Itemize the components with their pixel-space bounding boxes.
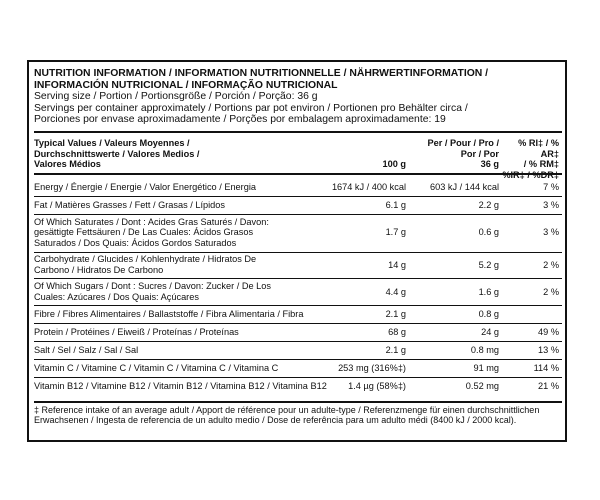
nutrient-label xyxy=(34,182,349,193)
nutrient-label-line: Fibre / Fibres Alimentaires / Ballaststoffe / Fibra Alimentaria / Fibra xyxy=(34,308,304,319)
value-reference-intake: 13 % xyxy=(538,344,559,355)
footnote xyxy=(34,405,562,426)
row-divider xyxy=(34,377,562,378)
value-per-100g: 6.1 g xyxy=(385,199,406,210)
nutrition-panel xyxy=(27,60,567,442)
ri-header-line-3: %IR‡ / %DR‡ xyxy=(502,169,559,180)
nutrient-label xyxy=(34,281,349,302)
value-per-portion: 0.8 g xyxy=(478,308,499,319)
value-per-100g: 4.4 g xyxy=(385,286,406,297)
nutrient-label-line: Protein / Protéines / Eiweiß / Proteínas / Proteínas xyxy=(34,326,239,337)
per-100g-header: 100 g xyxy=(382,159,406,169)
column-header-divider xyxy=(34,173,562,175)
row-divider xyxy=(34,323,562,324)
nutrient-label xyxy=(34,254,349,275)
ri-header-line-1: % RI‡ / % AR‡ xyxy=(518,138,559,159)
value-per-100g: 68 g xyxy=(388,326,406,337)
row-divider xyxy=(34,359,562,360)
value-per-portion: 91 mg xyxy=(473,362,499,373)
per-header-line-1: Per / Pour / Pro / xyxy=(427,138,499,148)
header-divider xyxy=(34,131,562,133)
value-per-100g: 1.4 µg (58%‡) xyxy=(348,380,406,391)
nutrient-label-line: Saturados / Dos Quais: Ácidos Gordos Saturados xyxy=(34,237,237,248)
nutrient-label xyxy=(34,381,349,392)
title-line-2: INFORMACIÓN NUTRICIONAL / INFORMAÇÃO NUTRICIONAL xyxy=(34,79,338,91)
nutrient-label-line: Carbono / Hidratos De Carbono xyxy=(34,264,164,275)
nutrient-label xyxy=(34,345,349,356)
nutrient-label-line: gesättigte Fettsäuren / De Las Cuales: Ácidos Grasos xyxy=(34,227,254,238)
value-reference-intake: 21 % xyxy=(538,380,559,391)
nutrient-label-line: Of Which Saturates / Dont : Acides Gras Saturés / Davon: xyxy=(34,216,269,227)
footnote-divider xyxy=(34,401,562,403)
row-divider xyxy=(34,252,562,253)
value-per-100g: 2.1 g xyxy=(385,308,406,319)
nutrient-label-line: Cuales: Azúcares / Dos Quais: Açúcares xyxy=(34,291,199,302)
per-header-line-2: Por / Por xyxy=(460,148,499,159)
nutrient-label-line: Vitamin C / Vitamine C / Vitamin C / Vitamina C / Vitamina C xyxy=(34,362,279,373)
value-reference-intake: 3 % xyxy=(543,199,559,210)
nutrient-label-line: Salt / Sel / Salz / Sal / Sal xyxy=(34,344,139,355)
footnote-line-1: ‡ Reference intake of an average adult / Apport de référence pour un adulte-type / Referenzmenge für einen durchschnittlichen xyxy=(34,405,540,415)
servings-line-1: Servings per container approximately / Portions par pot environ / Portionen pro Behälter circa / xyxy=(34,102,468,114)
servings-line-2: Porciones por envase aproximadamente / Porções por embalagem aproximadamente: 19 xyxy=(34,114,446,125)
nutrient-label xyxy=(34,217,349,249)
value-per-portion: 2.2 g xyxy=(478,199,499,210)
row-divider xyxy=(34,341,562,342)
value-per-portion: 0.8 mg xyxy=(470,344,499,355)
nutrient-label-line: Vitamin B12 / Vitamine B12 / Vitamin B12 / Vitamina B12 / Vitamina B12 xyxy=(34,380,327,391)
value-per-100g: 1.7 g xyxy=(385,227,406,238)
footnote-line-2: Erwachsenen / Ingesta de referencia de un adulto medio / Dose de referência para um adulto médi (8400 kJ / 2000 kcal). xyxy=(34,415,517,426)
row-divider xyxy=(34,278,562,279)
column-label-header xyxy=(34,138,349,170)
column-label-line-2: Durchschnittswerte / Valores Medios / xyxy=(34,148,200,159)
value-reference-intake: 114 % xyxy=(533,362,559,373)
ri-header-line-2: / % RM‡ xyxy=(523,159,559,170)
nutrient-label xyxy=(34,309,349,320)
value-per-portion: 0.52 mg xyxy=(465,380,499,391)
nutrient-label xyxy=(34,363,349,374)
nutrient-label-line: Carbohydrate / Glucides / Kohlenhydrate / Hidratos De xyxy=(34,254,257,265)
value-per-portion: 0.6 g xyxy=(478,227,499,238)
value-per-100g: 253 mg (316%‡) xyxy=(338,362,406,373)
nutrient-label-line: Of Which Sugars / Dont : Sucres / Davon: Zucker / De Los xyxy=(34,281,271,292)
row-divider xyxy=(34,214,562,215)
value-reference-intake: 3 % xyxy=(543,227,559,238)
value-reference-intake: 7 % xyxy=(543,181,559,192)
row-divider xyxy=(34,305,562,306)
title-line-1: NUTRITION INFORMATION / INFORMATION NUTRITIONNELLE / NÄHRWERTINFORMATION / xyxy=(34,68,489,79)
panel-header xyxy=(34,68,564,126)
column-label-line-1: Typical Values / Valeurs Moyennes / xyxy=(34,138,190,148)
value-reference-intake: 49 % xyxy=(538,326,559,337)
value-per-100g: 2.1 g xyxy=(385,344,406,355)
nutrient-label-line: Energy / Énergie / Energie / Valor Energético / Energia xyxy=(34,181,256,192)
value-per-portion: 1.6 g xyxy=(478,286,499,297)
value-per-100g: 14 g xyxy=(388,259,406,270)
nutrient-label xyxy=(34,200,349,211)
nutrient-label-line: Fat / Matières Grasses / Fett / Grasas / Lípidos xyxy=(34,199,225,210)
value-per-100g: 1674 kJ / 400 kcal xyxy=(331,181,406,192)
nutrient-label xyxy=(34,327,349,338)
value-reference-intake: 2 % xyxy=(543,286,559,297)
value-per-portion: 24 g xyxy=(481,326,499,337)
column-label-line-3: Valores Médios xyxy=(34,159,101,170)
value-per-portion: 603 kJ / 144 kcal xyxy=(430,181,499,192)
value-reference-intake: 2 % xyxy=(543,259,559,270)
row-divider xyxy=(34,196,562,197)
per-portion-header: 36 g xyxy=(480,159,499,169)
per-header xyxy=(329,138,499,159)
value-per-portion: 5.2 g xyxy=(478,259,499,270)
serving-size: Serving size / Portion / Portionsgröße / Porción / Porção: 36 g xyxy=(34,91,318,102)
